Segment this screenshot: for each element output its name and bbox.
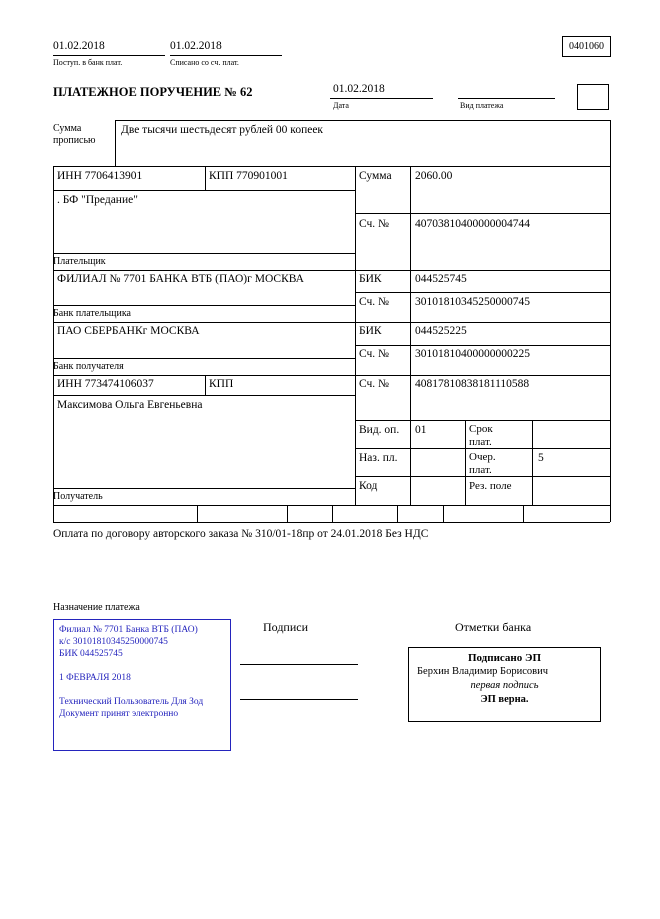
form-code-box: 0401060 bbox=[562, 36, 611, 57]
table-line bbox=[53, 270, 610, 271]
payee-bank-account-label: Сч. № bbox=[359, 348, 390, 360]
table-line bbox=[53, 166, 54, 522]
amount-words-top-line bbox=[115, 120, 610, 121]
payee-bank-bik-label: БИК bbox=[359, 325, 382, 337]
received-date: 01.02.2018 bbox=[53, 40, 105, 52]
table-line bbox=[53, 358, 355, 359]
debited-date: 01.02.2018 bbox=[170, 40, 222, 52]
table-line bbox=[53, 305, 355, 306]
stamp-date: 1 ФЕВРАЛЯ 2018 bbox=[59, 673, 131, 683]
stamp-tech-user: Технический Пользователь Для Зод bbox=[59, 697, 204, 707]
table-line bbox=[53, 522, 610, 523]
payer-bank-bik-label: БИК bbox=[359, 273, 382, 285]
payee-name: Максимова Ольга Евгеньевна bbox=[57, 399, 203, 411]
ep-signature-type: первая подпись bbox=[470, 679, 539, 691]
signatures-label: Подписи bbox=[263, 620, 309, 634]
stamp-corr-account: к/с 30101810345250000745 bbox=[59, 637, 168, 647]
kod-label: Код bbox=[359, 480, 378, 492]
stamp-accepted-note: Документ принят электронно bbox=[59, 709, 179, 719]
document-title: ПЛАТЕЖНОЕ ПОРУЧЕНИЕ № 62 bbox=[53, 85, 253, 99]
signature-line-1 bbox=[240, 664, 358, 665]
table-line bbox=[443, 505, 444, 522]
payment-purpose-text: Оплата по договору авторского заказа № 310/01-18пр от 24.01.2018 Без НДС bbox=[53, 528, 429, 540]
ep-verified-text: ЭП верна. bbox=[480, 693, 529, 705]
table-line bbox=[355, 166, 356, 505]
stamp-bik: БИК 044525745 bbox=[59, 649, 123, 659]
payment-type-underline bbox=[458, 98, 555, 99]
payment-purpose-label: Назначение платежа bbox=[53, 602, 140, 613]
payee-bank-name: ПАО СБЕРБАНКг МОСКВА bbox=[57, 325, 200, 337]
payee-section-label: Получатель bbox=[53, 491, 103, 502]
payer-bank-name: ФИЛИАЛ № 7701 БАНКА ВТБ (ПАО)г МОСКВА bbox=[57, 273, 304, 285]
ep-signer-name: Берхин Владимир Борисович bbox=[417, 666, 548, 678]
payee-kpp: КПП bbox=[209, 378, 234, 390]
table-line bbox=[53, 166, 610, 167]
payee-account-value: 40817810838181110588 bbox=[415, 378, 530, 390]
signature-line-2 bbox=[240, 699, 358, 700]
payer-kpp: КПП 770901001 bbox=[209, 170, 288, 182]
payer-inn: ИНН 7706413901 bbox=[57, 170, 143, 182]
naz-pl-label: Наз. пл. bbox=[359, 452, 398, 464]
table-line bbox=[53, 190, 355, 191]
table-line bbox=[53, 488, 355, 489]
ep-signed-title: Подписано ЭП bbox=[467, 652, 542, 664]
vid-op-label: Вид. оп. bbox=[359, 424, 400, 436]
bank-stamp bbox=[53, 619, 231, 751]
table-line bbox=[332, 505, 333, 522]
table-line bbox=[523, 505, 524, 522]
document-date: 01.02.2018 bbox=[333, 83, 385, 95]
payer-bank-bik-value: 044525745 bbox=[415, 273, 467, 285]
payer-bank-account-value: 30101810345250000745 bbox=[415, 296, 530, 308]
stamp-bank-name: Филиал № 7701 Банка ВТБ (ПАО) bbox=[59, 625, 198, 635]
payee-bank-section-label: Банк получателя bbox=[53, 361, 124, 372]
payee-bank-bik-value: 044525225 bbox=[415, 325, 467, 337]
payer-bank-section-label: Банк плательщика bbox=[53, 308, 131, 319]
table-line bbox=[610, 120, 611, 522]
vid-op-value: 01 bbox=[415, 424, 427, 436]
payee-bank-account-value: 30101810400000000225 bbox=[415, 348, 530, 360]
amount-words-value: Две тысячи шестьдесят рублей 00 копеек bbox=[121, 124, 324, 136]
received-date-underline bbox=[53, 55, 165, 56]
table-line bbox=[205, 375, 206, 395]
ocher-plat-label: Очер. плат. bbox=[469, 451, 496, 476]
table-line bbox=[53, 375, 610, 376]
table-line bbox=[287, 505, 288, 522]
payment-type-label: Вид платежа bbox=[460, 101, 504, 110]
amount-words-label: Сумма прописью bbox=[53, 123, 96, 146]
debited-date-label: Списано со сч. плат. bbox=[170, 58, 239, 67]
amount-words-left-line bbox=[115, 120, 116, 166]
payer-section-label: Плательщик bbox=[53, 256, 106, 267]
electronic-signature-box bbox=[408, 647, 601, 722]
table-line bbox=[355, 213, 610, 214]
debited-date-underline bbox=[170, 55, 282, 56]
table-line bbox=[465, 420, 466, 505]
table-line bbox=[197, 505, 198, 522]
ocher-plat-value: 5 bbox=[538, 452, 544, 464]
document-date-label: Дата bbox=[333, 101, 349, 110]
table-line bbox=[355, 345, 610, 346]
table-line bbox=[53, 395, 355, 396]
bank-marks-label: Отметки банка bbox=[455, 620, 532, 634]
table-line bbox=[532, 420, 533, 505]
table-line bbox=[410, 166, 411, 505]
table-line bbox=[355, 420, 610, 421]
table-line bbox=[397, 505, 398, 522]
rez-pole-label: Рез. поле bbox=[469, 480, 512, 492]
document-date-underline bbox=[330, 98, 433, 99]
payer-bank-account-label: Сч. № bbox=[359, 296, 390, 308]
table-line bbox=[355, 292, 610, 293]
table-line bbox=[53, 253, 355, 254]
srok-plat-label: Срок плат. bbox=[469, 423, 493, 448]
sum-label: Сумма bbox=[359, 170, 392, 182]
sum-value: 2060.00 bbox=[415, 170, 453, 182]
payer-account-label: Сч. № bbox=[359, 218, 390, 230]
payer-account-value: 40703810400000004744 bbox=[415, 218, 530, 230]
payee-account-label: Сч. № bbox=[359, 378, 390, 390]
payment-type-box bbox=[577, 84, 609, 110]
payee-inn: ИНН 773474106037 bbox=[57, 378, 154, 390]
table-line bbox=[205, 166, 206, 190]
table-line bbox=[53, 322, 610, 323]
payer-name: . БФ "Предание" bbox=[57, 194, 138, 206]
received-date-label: Поступ. в банк плат. bbox=[53, 58, 123, 67]
